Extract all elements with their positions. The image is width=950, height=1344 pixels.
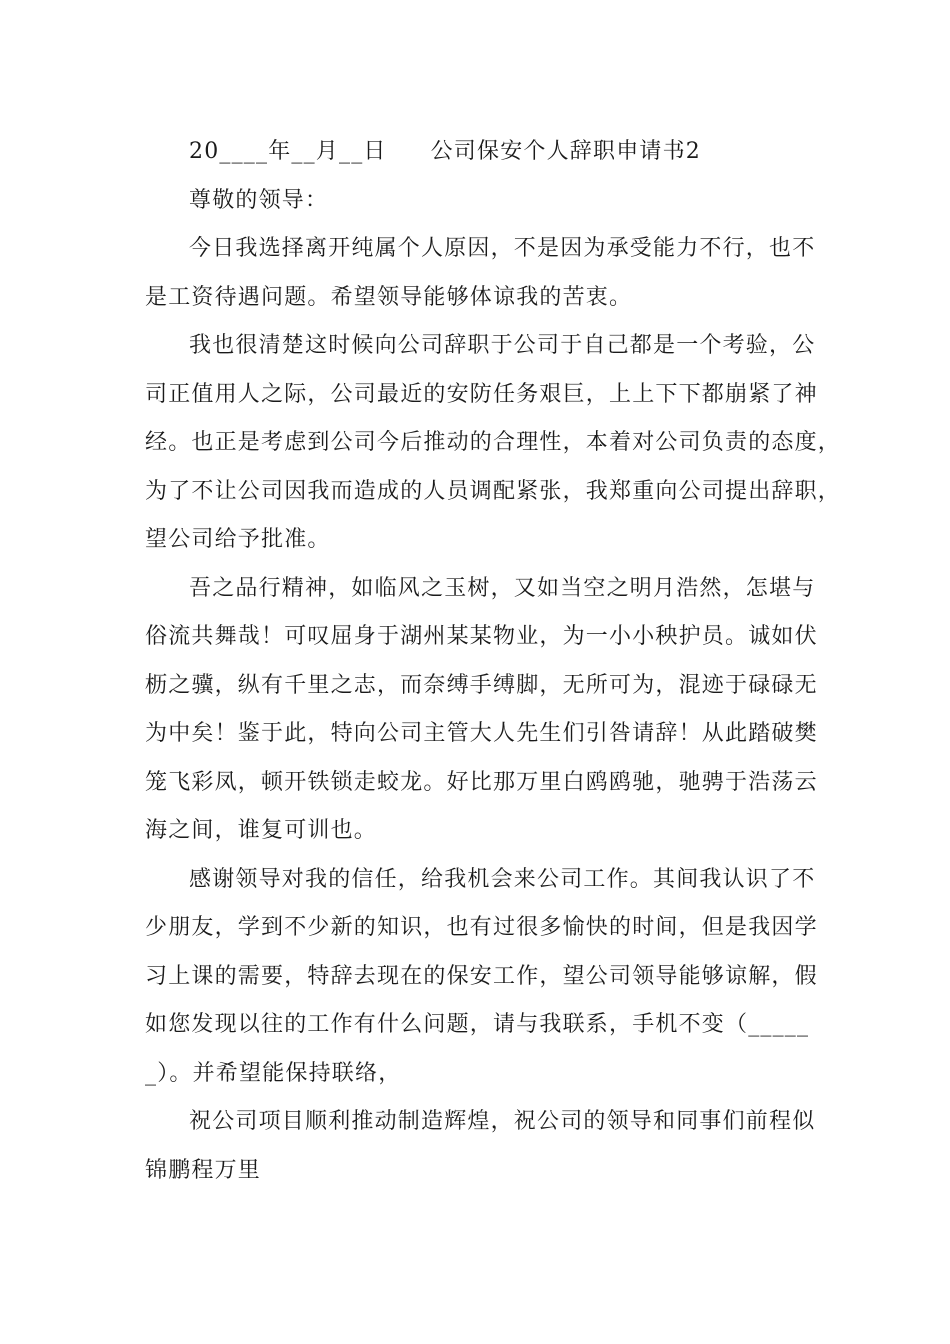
- paragraph-line: 锦鹏程万里: [145, 1157, 262, 1183]
- paragraph-line: 吾之品行精神，如临风之玉树，又如当空之明月浩然，怎堪与: [189, 575, 816, 601]
- paragraph-line: 习上课的需要，特辞去现在的保安工作，望公司领导能够谅解，假: [145, 963, 818, 989]
- paragraph-line: 如您发现以往的工作有什么问题，请与我联系，手机不变（_____: [145, 1012, 810, 1037]
- paragraph-line: 是工资待遇问题。希望领导能够体谅我的苦衷。: [145, 284, 633, 310]
- paragraph-line: 司正值用人之际，公司最近的安防任务艰巨，上上下下都崩紧了神: [145, 381, 818, 407]
- paragraph-line: 我也很清楚这时候向公司辞职于公司于自己都是一个考验，公: [189, 333, 816, 358]
- paragraph-line: 俗流共舞哉！可叹屈身于湖州某某物业，为一小小秧护员。诚如伏: [145, 624, 818, 649]
- salutation-line: [145, 177, 825, 226]
- paragraph-line: 经。也正是考虑到公司今后推动的合理性，本着对公司负责的态度，: [145, 430, 842, 455]
- paragraph-line: 笼飞彩凤，顿开铁锁走蛟龙。好比那万里白鸥鸥驰，驰骋于浩荡云: [145, 769, 818, 795]
- paragraph-line: 望公司给予批准。: [145, 527, 331, 552]
- paragraph-line: 祝公司项目顺利推动制造辉煌，祝公司的领导和同事们前程似: [189, 1109, 816, 1134]
- paragraph-line: 少朋友，学到不少新的知识，也有过很多愉快的时间，但是我因学: [145, 915, 818, 940]
- paragraph-line: 枥之骥，纵有千里之志，而奈缚手缚脚，无所可为，混迹于碌碌无: [145, 672, 818, 698]
- date-and-title-line: [145, 128, 825, 177]
- paragraph-line: 为中矣！鉴于此，特向公司主管大人先生们引咎请辞！从此踏破樊: [145, 721, 818, 746]
- paragraph-4: [145, 856, 825, 1099]
- document-body: [145, 128, 842, 1195]
- paragraph-line: 为了不让公司因我而造成的人员调配紧张，我郑重向公司提出辞职，: [145, 478, 842, 504]
- salutation: 尊敬的领导：: [189, 187, 329, 213]
- document-title: 公司保安个人辞职申请书2: [430, 139, 702, 164]
- paragraph-1: [145, 225, 825, 322]
- paragraph-2: [145, 322, 842, 565]
- paragraph-line: 今日我选择离开纯属个人原因，不是因为承受能力不行，也不: [189, 236, 816, 261]
- date-line: 20____年__月__日: [189, 139, 387, 164]
- paragraph-3: [145, 565, 825, 856]
- paragraph-line: 海之间，谁复可训也。: [145, 818, 378, 843]
- paragraph-line: _）。并希望能保持联络，: [145, 1060, 402, 1086]
- paragraph-line: 感谢领导对我的信任，给我机会来公司工作。其间我认识了不: [189, 866, 816, 892]
- paragraph-5: [145, 1098, 825, 1195]
